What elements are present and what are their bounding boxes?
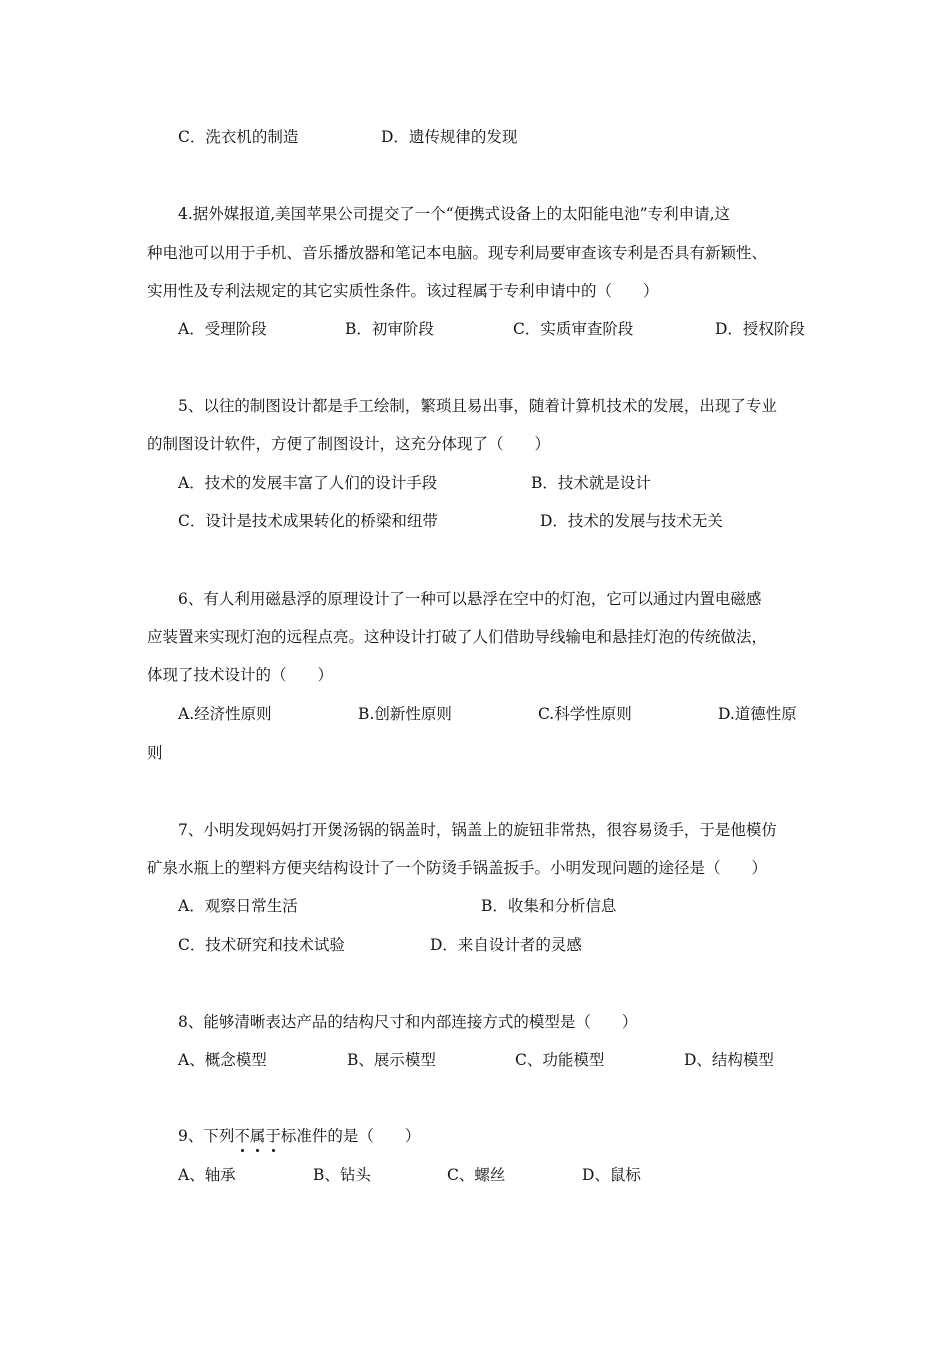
q7-option-c: C．技术研究和技术试验 (178, 936, 345, 954)
q6-option-c: C.科学性原则 (538, 705, 632, 723)
q8-text-line-1: 8、能够清晰表达产品的结构尺寸和内部连接方式的模型是（ ） (178, 1013, 638, 1031)
q4-text-line-1: 4.据外媒报道,美国苹果公司提交了一个“便携式设备上的太阳能电池”专利申请,这 (178, 205, 730, 223)
q6-text-line-1: 6、有人利用磁悬浮的原理设计了一种可以悬浮在空中的灯泡，它可以通过内置电磁感 (178, 590, 762, 608)
q6-option-a: A.经济性原则 (178, 705, 272, 723)
q9-suffix: 标准件的是（ ） (280, 1127, 421, 1145)
q6-text-line-2: 应装置来实现灯泡的远程点亮。这种设计打破了人们借助导线输电和悬挂灯泡的传统做法， (147, 628, 768, 646)
q5-option-a: A．技术的发展丰富了人们的设计手段 (178, 474, 438, 492)
q4-text-line-2: 种电池可以用于手机、音乐播放器和笔记本电脑。现专利局要审查该专利是否具有新颖性、 (147, 244, 768, 262)
q8-option-a: A、概念模型 (178, 1051, 267, 1069)
q9-emphasis-char-3: 于 (265, 1127, 281, 1145)
q5-text-line-2: 的制图设计软件，方便了制图设计，这充分体现了（ ） (147, 435, 551, 453)
q7-option-b: B．收集和分析信息 (481, 897, 617, 915)
q8-option-b: B、展示模型 (347, 1051, 436, 1069)
q9-emphasis-char-2: 属 (250, 1127, 266, 1145)
q9-option-d: D、鼠标 (582, 1166, 641, 1184)
q3-option-c: C．洗衣机的制造 (178, 128, 299, 146)
q6-option-d-wrap: 则 (147, 744, 163, 762)
q8-option-d: D、结构模型 (684, 1051, 774, 1069)
q9-option-b: B、钻头 (313, 1166, 371, 1184)
q4-option-c: C．实质审查阶段 (513, 320, 634, 338)
q5-text-line-1: 5、以往的制图设计都是手工绘制，繁琐且易出事，随着计算机技术的发展，出现了专业 (178, 397, 777, 415)
q7-text-line-2: 矿泉水瓶上的塑料方便夹结构设计了一个防烫手锅盖扳手。小明发现问题的途径是（ ） (147, 859, 768, 877)
q4-option-a: A．受理阶段 (178, 320, 267, 338)
q9-option-a: A、轴承 (178, 1166, 236, 1184)
q3-option-d: D．遗传规律的发现 (381, 128, 518, 146)
q4-option-b: B．初审阶段 (345, 320, 434, 338)
q8-option-c: C、功能模型 (515, 1051, 605, 1069)
q7-text-line-1: 7、小明发现妈妈打开煲汤锅的锅盖时，锅盖上的旋钮非常热，很容易烫手，于是他模仿 (178, 821, 777, 839)
q7-option-a: A．观察日常生活 (178, 897, 298, 915)
q4-option-d: D．授权阶段 (715, 320, 805, 338)
q6-option-d: D.道德性原 (718, 705, 797, 723)
q5-option-d: D．技术的发展与技术无关 (540, 512, 723, 530)
q9-emphasis-char-1: 不 (234, 1127, 250, 1145)
q9-option-c: C、螺丝 (447, 1166, 506, 1184)
q6-option-b: B.创新性原则 (358, 705, 452, 723)
q7-option-d: D．来自设计者的灵感 (430, 936, 582, 954)
q5-option-b: B．技术就是设计 (531, 474, 651, 492)
q9-prefix: 9、下列 (178, 1127, 235, 1145)
q5-option-c: C．设计是技术成果转化的桥梁和纽带 (178, 512, 438, 530)
q6-text-line-3: 体现了技术设计的（ ） (147, 666, 334, 684)
q4-text-line-3: 实用性及专利法规定的其它实质性条件。该过程属于专利申请中的（ ） (147, 282, 659, 300)
q9-text-line-1 (178, 1126, 420, 1146)
